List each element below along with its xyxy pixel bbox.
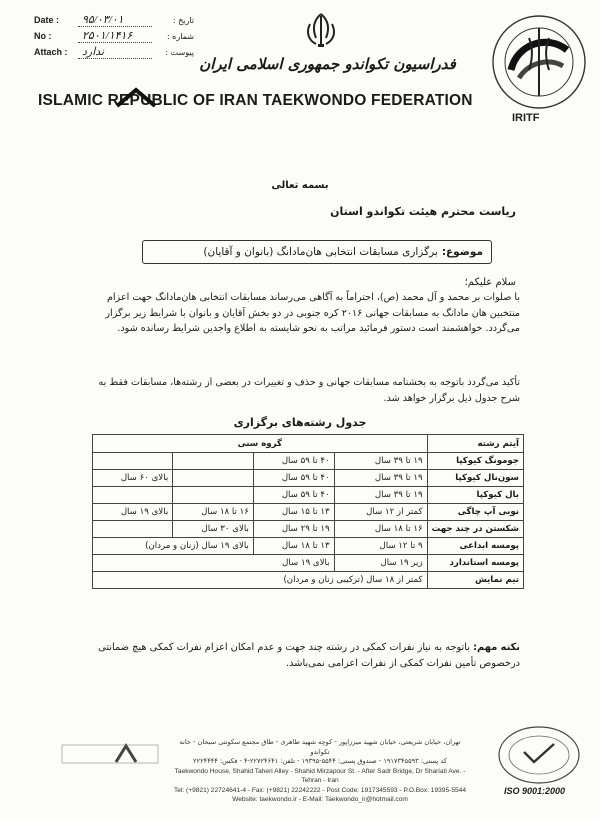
- row-name: سون‌نال کیوکپا: [427, 470, 523, 487]
- table-row: [93, 470, 524, 487]
- footer-web-en: Website: taekwondo.ir - E-Mail: Taekwondo_ir@hotmail.com: [232, 796, 408, 803]
- important-note: [80, 640, 520, 672]
- paragraph-2: تأکید می‌گردد باتوجه به بخشنامه مسابقات جهانی و حذف و تغییرات در بعضی از رشته‌ها، مسابقات فقط به شرح جدول ذیل برگزار خواهد شد.: [98, 377, 520, 404]
- table-row: [93, 504, 524, 521]
- row-cell: ۱۹ تا ۳۹ سال: [334, 453, 427, 470]
- events-table: [92, 434, 524, 589]
- row-cell: ۹ تا ۱۲ سال: [334, 538, 427, 555]
- iritf-footer-logo-icon: [60, 742, 160, 766]
- number-value: ۲۵۰۱/۱۴۱۶: [78, 30, 152, 43]
- row-cell: ۱۶ تا ۱۸ سال: [334, 521, 427, 538]
- row-cell: ۴۰ تا ۵۹ سال: [253, 487, 334, 504]
- table-header-row: [93, 435, 524, 453]
- row-cell: [93, 521, 173, 538]
- row-cell: زیر ۱۹ سال: [334, 555, 427, 572]
- row-name: پومسه ابداعی: [427, 538, 523, 555]
- salutation: سلام علیکم؛: [464, 277, 516, 288]
- date-label-fa: تاریخ :: [172, 15, 194, 25]
- row-cell: ۴۰ تا ۵۹ سال: [253, 453, 334, 470]
- row-cell: بالای ۱۹ سال (زنان و مردان): [93, 538, 254, 555]
- table-row: [93, 521, 524, 538]
- row-cell: بالای ۱۹ سال: [93, 555, 335, 572]
- iso-certification-icon: [494, 722, 584, 788]
- header-group: گروه سنی: [93, 435, 428, 453]
- table-row: [93, 538, 524, 555]
- row-cell: [173, 453, 254, 470]
- federation-logo-icon: [483, 8, 591, 126]
- paragraph-1: با صلوات بر محمد و آل محمد (ص)، احتراماً به آگاهی می‌رساند مسابقات انتخابی هان‌مادانگ جهت اعزام منتخبین هان مادانگ به مسابقات جهانی ۲۰۱۶ کره جنوبی در دو بخش آقایان و بانوان با شرایط زیر برگزار می‌گردد. خواهشمند است دستور فرمائید مراتب به نحو شایسته به اطلاع واجدین شرایط رسانده شود.: [105, 292, 520, 334]
- letter-meta: [34, 12, 194, 60]
- row-cell: [173, 487, 254, 504]
- row-cell: ۱۹ تا ۳۹ سال: [334, 470, 427, 487]
- federation-name-en: ISLAMIC REPUBLIC OF IRAN TAEKWONDO FEDERATION: [38, 92, 473, 109]
- number-label-en: No :: [34, 31, 52, 41]
- table-row: [93, 487, 524, 504]
- row-name: پومسه استاندارد: [427, 555, 523, 572]
- footer-address-en: Taekwondo House, Shahid Taheri Alley - Shahid Mirzapour St. - After Sadr Bridge, Dr Shariati Ave. - Tehran - Iran: [174, 767, 466, 784]
- attach-value: ندارد: [78, 46, 152, 59]
- row-cell: ۱۹ تا ۳۹ سال: [334, 487, 427, 504]
- table-row: [93, 555, 524, 572]
- table-row: [93, 453, 524, 470]
- attach-row: [34, 44, 194, 60]
- row-cell: کمتر از ۱۲ سال: [334, 504, 427, 521]
- row-cell: بالای ۶۰ سال: [93, 470, 173, 487]
- subject-label: موضوع:: [441, 246, 483, 258]
- row-cell: [173, 470, 254, 487]
- note-text: باتوجه به نیاز نفرات کمکی در رشته چند جهت و عدم امکان اعزام نفرات کمکی هیچ ضمانتی درخصوص تأمین نفرات کمکی از نفرات اعزامی نمی‌باشد.: [98, 642, 520, 669]
- row-cell: ۴۰ تا ۵۹ سال: [253, 470, 334, 487]
- row-name: جومونگ کیوکپا: [427, 453, 523, 470]
- row-cell: کمتر از ۱۸ سال (ترکیبی زنان و مردان): [93, 572, 428, 589]
- row-cell: بالای ۱۹ سال: [93, 504, 173, 521]
- attach-label-en: Attach :: [34, 47, 68, 57]
- logo-caption: IRITF: [512, 112, 540, 124]
- attach-label-fa: پیوست :: [165, 47, 194, 57]
- header-item: آیتم رشته: [427, 435, 523, 453]
- chevron-logo-icon: [113, 86, 159, 108]
- date-label-en: Date :: [34, 15, 60, 25]
- subject-box: [142, 240, 492, 264]
- recipient: ریاست محترم هیئت تکواندو استان: [330, 205, 516, 218]
- row-name: تیم نمایش: [427, 572, 523, 589]
- federation-name-fa: فدراسیون تکواندو جمهوری اسلامی ایران: [199, 55, 456, 73]
- row-cell: ۱۹ تا ۲۹ سال: [253, 521, 334, 538]
- row-name: نوبی آپ چاگی: [427, 504, 523, 521]
- footer-address: [170, 738, 470, 805]
- subject-text: برگزاری مسابقات انتخابی هان‌مادانگ (بانوان و آقایان): [203, 246, 438, 258]
- table-title: جدول رشته‌های برگزاری: [233, 416, 367, 429]
- footer-contact-en: Tel: (+9821) 22724641-4 - Fax: (+9821) 22242222 - Post Code: 1917345593 - P.O.Box: 19395-5544: [173, 786, 467, 794]
- table-row: [93, 572, 524, 589]
- row-cell: [93, 487, 173, 504]
- row-cell: [93, 453, 173, 470]
- footer-postal-fa: کد پستی: ۱۹۱۷۳۴۵۵۹۳ - صندوق پستی: ۵۵۴۴-۱۹۳۹۵ - تلفن: ۲۲۷۲۴۶۴۱-۴ - فکس: ۲۲۲۴۴۴۴: [193, 757, 447, 765]
- number-row: [34, 28, 194, 44]
- row-name: شکستن در چند جهت: [427, 521, 523, 538]
- date-value: ۹۵/۰۳/۰۱: [78, 14, 152, 27]
- number-label-fa: شماره :: [166, 31, 194, 41]
- date-row: [34, 12, 194, 28]
- row-cell: ۱۳ تا ۱۵ سال: [253, 504, 334, 521]
- bismillah: بسمه تعالی: [271, 180, 329, 191]
- iso-caption: ISO 9001:2000: [504, 786, 566, 796]
- note-label: نکته مهم:: [473, 642, 520, 653]
- row-name: بال کیوکپا: [427, 487, 523, 504]
- row-cell: بالای ۳۰ سال: [173, 521, 254, 538]
- row-cell: ۱۶ تا ۱۸ سال: [173, 504, 254, 521]
- footer-address-fa: تهران، خیابان شریعتی، خیابان شهید میرزاپور - کوچه شهید طاهری - طاق مجتمع سکونتی سبحان - خانه تکواندو: [179, 738, 461, 756]
- national-emblem-icon: [296, 10, 346, 50]
- row-cell: ۱۳ تا ۱۸ سال: [253, 538, 334, 555]
